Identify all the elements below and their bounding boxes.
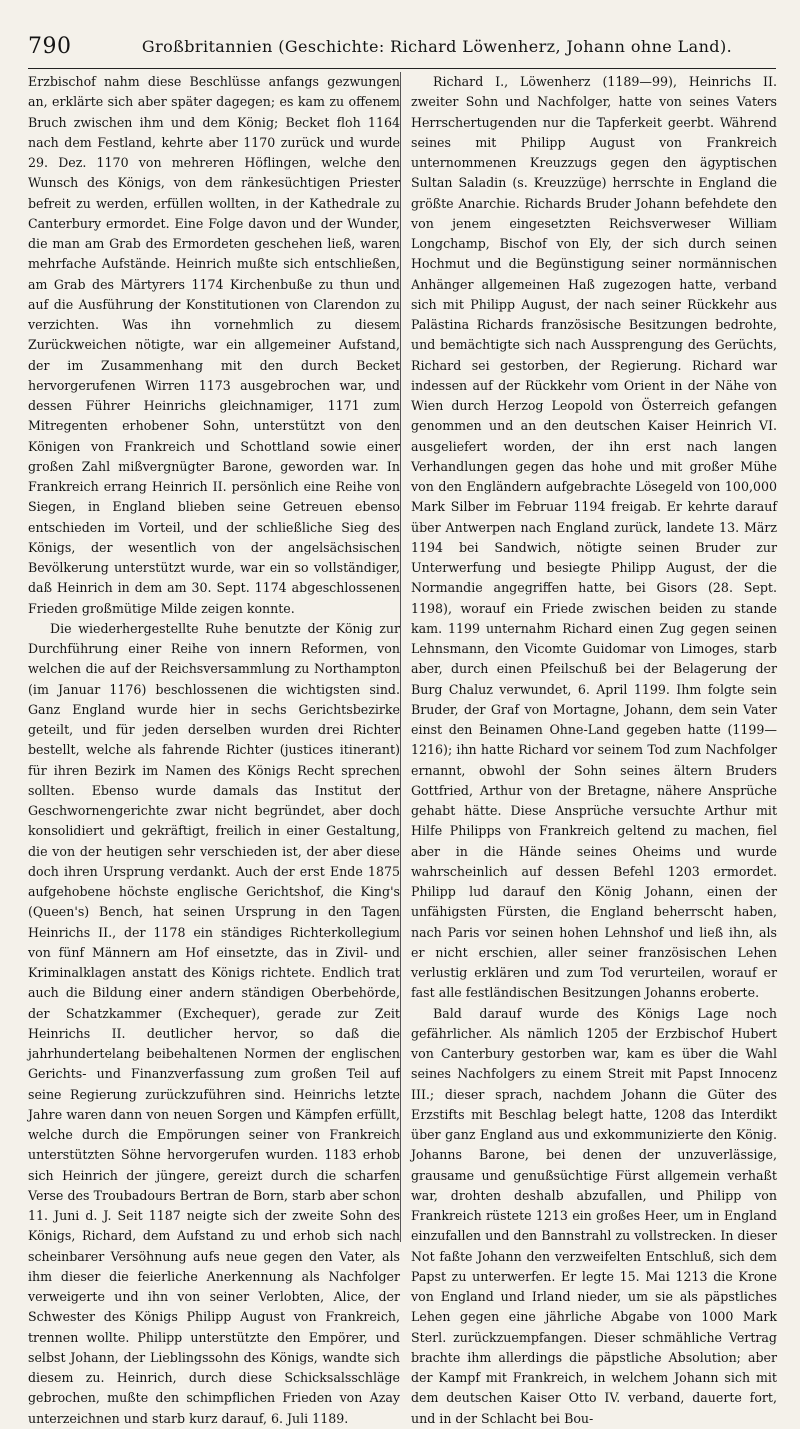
right-column: [411, 72, 777, 1429]
page-header: [28, 34, 776, 69]
paragraph: Die wiederhergestellte Ruhe benutzte der König zur Durchführung einer Reihe von innern Reformen, von welchen die auf der Reichsversammlung zu Northampton (im Januar 1176) beschlossenen die wichtigsten sind. Ganz England wurde hier in sechs Gerichtsbezirke geteilt, und für jeden derselben wurden drei Richter bestellt, welche als fahrende Richter (justices itinerant) für ihren Bezirk im Namen des Königs Recht sprechen sollten. Ebenso wurde damals das Institut der Geschwornengerichte zwar nicht begründet, aber doch konsolidiert und gekräftigt, freilich in einer Gestaltung, die von der heutigen sehr verschieden ist, der aber diese doch ihren Ursprung verdankt. Auch der erst Ende 1875 aufgehobene höchste englische Gerichtshof, die King's (Queen's) Bench, hat seinen Ursprung in den Tagen Heinrichs II., der 1178 ein ständiges Richterkollegium von fünf Männern am Hof einsetzte, das in Zivil- und Kriminalklagen anstatt des Königs richtete. Endlich trat auch die Bildung einer andern ständigen Oberbehörde, der Schatzkammer (Exchequer), gerade zur Zeit Heinrichs II. deutlicher hervor, so daß die jahrhundertelang beibehaltenen Normen der englischen Gerichts- und Finanzverfassung zum großen Teil auf seine Regierung zurückzuführen sind. Heinrichs letzte Jahre waren dann von neuen Sorgen und Kämpfen erfüllt, welche durch die Empörungen seiner von Frankreich unterstützten Söhne hervorgerufen wurden. 1183 erhob sich Heinrich der jüngere, gereizt durch die scharfen Verse des Troubadours Bertran de Born, starb aber schon 11. Juni d. J. Seit 1187 neigte sich der zweite Sohn des Königs, Richard, dem Aufstand zu und erhob sich nach scheinbarer Versöhnung aufs neue gegen den Vater, als ihm dieser die feierliche Anerkennung als Nachfolger verweigerte und ihn von seiner Verlobten, Alice, der Schwester des Königs Philipp August von Frankreich, trennen wollte. Philipp unterstützte den Empörer, und selbst Johann, der Lieblingssohn des Königs, wandte sich diesem zu. Heinrich, durch diese Schicksalsschläge gebrochen, mußte den schimpflichen Frieden von Azay unterzeichnen und starb kurz darauf, 6. Juli 1189.: [28, 620, 400, 1426]
paragraph: Erzbischof nahm diese Beschlüsse anfangs gezwungen an, erklärte sich aber später dagegen; es kam zu offenem Bruch zwischen ihm und dem König; Becket floh 1164 nach dem Festland, kehrte aber 1170 zurück und wurde 29. Dez. 1170 von mehreren Höflingen, welche den Wunsch des Königs, von dem ränkesüchtigen Priester befreit zu werden, erfüllen wollten, in der Kathedrale zu Canterbury ermordet. Eine Folge davon und der Wunder, die man am Grab des Ermordeten geschehen ließ, waren mehrfache Aufstände. Heinrich mußte sich entschließen, am Grab des Märtyrers 1174 Kirchenbuße zu thun und auf die Ausführung der Konstitutionen von Clarendon zu verzichten. Was ihn vornehmlich zu diesem Zurückweichen nötigte, war ein allgemeiner Aufstand, der im Zusammenhang mit den durch Becket hervorgerufenen Wirren 1173 ausgebrochen war, und dessen Führer Heinrichs gleichnamiger, 1171 zum Mitregenten erhobener Sohn, unterstützt von den Königen von Frankreich und Schottland sowie einer großen Zahl mißvergnügter Barone, geworden war. In Frankreich errang Heinrich II. persönlich eine Reihe von Siegen, in England blieben seine Getreuen ebenso entschieden im Vorteil, und der schließliche Sieg des Königs, der wesentlich von der angelsächsischen Bevölkerung unterstützt wurde, war ein so vollständiger, daß Heinrich in dem am 30. Sept. 1174 abgeschlossenen Frieden großmütige Milde zeigen konnte.: [28, 74, 400, 616]
left-column: [28, 72, 400, 1429]
page-number: 790: [28, 34, 72, 59]
column-divider: [400, 72, 401, 1242]
paragraph: Richard I., Löwenherz (1189—99), Heinrichs II. zweiter Sohn und Nachfolger, hatte von seines Vaters Herrschertugenden nur die Tapferkeit geerbt. Während seines mit Philipp August von Frankreich unternommenen Kreuzzugs gegen den ägyptischen Sultan Saladin (s. Kreuzzüge) herrschte in England die größte Anarchie. Richards Bruder Johann befehdete den von jenem eingesetzten Reichsverweser William Longchamp, Bischof von Ely, der sich durch seinen Hochmut und die Begünstigung seiner normännischen Anhänger allgemeinen Haß zugezogen hatte, verband sich mit Philipp August, der nach seiner Rückkehr aus Palästina Richards französische Besitzungen bedrohte, und bemächtigte sich nach Aussprengung des Gerüchts, Richard sei gestorben, der Regierung. Richard war indessen auf der Rückkehr vom Orient in der Nähe von Wien durch Herzog Leopold von Österreich gefangen genommen und an den deutschen Kaiser Heinrich VI. ausgeliefert worden, der ihn erst nach langen Verhandlungen gegen das hohe und mit großer Mühe von den Engländern aufgebrachte Lösegeld von 100,000 Mark Silber im Februar 1194 freigab. Er kehrte darauf über Antwerpen nach England zurück, landete 13. März 1194 bei Sandwich, nötigte seinen Bruder zur Unterwerfung und besiegte Philipp August, der die Normandie angegriffen hatte, bei Gisors (28. Sept. 1198), worauf ein Friede zwischen beiden zu stande kam. 1199 unternahm Richard einen Zug gegen seinen Lehnsmann, den Vicomte Guidomar von Limoges, starb aber, durch einen Pfeilschuß bei der Belagerung der Burg Chaluz verwundet, 6. April 1199. Ihm folgte sein Bruder, der Graf von Mortagne, Johann, dem sein Vater einst den Beinamen Ohne-Land gegeben hatte (1199—1216); ihn hatte Richard vor seinem Tod zum Nachfolger ernannt, obwohl der Sohn seines ältern Bruders Gottfried, Arthur von der Bretagne, nähere Ansprüche gehabt hätte. Diese Ansprüche versuchte Arthur mit Hilfe Philipps von Frankreich geltend zu machen, fiel aber in die Hände seines Oheims und wurde wahrscheinlich auf dessen Befehl 1203 ermordet. Philipp lud darauf den König Johann, einen der unfähigsten Fürsten, die England beherrscht haben, nach Paris vor seinen hohen Lehnshof und ließ ihn, als er nicht erschien, aller seiner französischen Lehen verlustig erklären und zum Tod verurteilen, worauf er fast alle festländischen Besitzungen Johanns eroberte.: [411, 74, 777, 1001]
running-title: Großbritannien (Geschichte: Richard Löwenherz, Johann ohne Land).: [141, 37, 733, 56]
paragraph: Bald darauf wurde des Königs Lage noch gefährlicher. Als nämlich 1205 der Erzbischof Hubert von Canterbury gestorben war, kam es über die Wahl seines Nachfolgers zu einem Streit mit Papst Innocenz III.; dieser sprach, nachdem Johann die Güter des Erzstifts mit Beschlag belegt hatte, 1208 das Interdikt über ganz England aus und exkommunizierte den König. Johanns Barone, bei denen der unzuverlässige, grausame und genußsüchtige Fürst allgemein verhaßt war, drohten deshalb abzufallen, und Philipp von Frankreich rüstete 1213 ein großes Heer, um in England einzufallen und den Bannstrahl zu vollstrecken. In dieser Not faßte Johann den verzweifelten Entschluß, sich dem Papst zu unterwerfen. Er legte 15. Mai 1213 die Krone von England und Irland nieder, um sie als päpstliches Lehen gegen eine jährliche Abgabe von 1000 Mark Sterl. zurückzuempfangen. Dieser schmähliche Vertrag brachte ihm allerdings die päpstliche Absolution; aber der Kampf mit Frankreich, in welchem Johann sich mit dem deutschen Kaiser Otto IV. verband, dauerte fort, und in der Schlacht bei Bou-: [411, 1005, 777, 1426]
